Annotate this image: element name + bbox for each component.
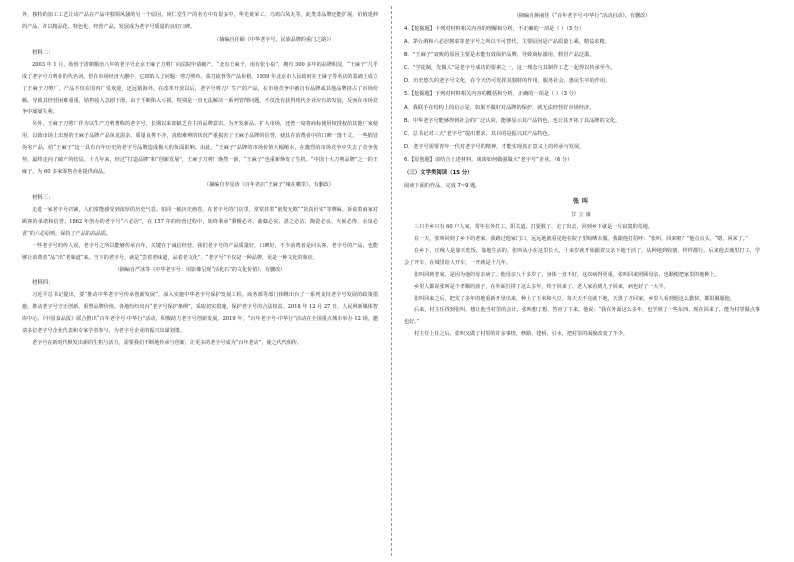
option-4d: D．历史悠久的老字号文化，在今天仍可发挥其独特的作用，服务社会，惠民生中的作用。 <box>404 78 611 85</box>
paragraph: 习近平总书记提出，要“推动中华老字号传承创新发展”，深入实施中华老字号保护发展工程。商务部等部门相继出台了一系列支持老字号发展的政策措施，推动老字号守正创新、重塑品牌价值。各地纷纷出台“老字号保护条例”，采取切实措施，保护老字号的合法权益。2018 年 12 月 27 日，人民网新媒体智库中心、《中国食品报》联合推出“百年老字号·中华行”活动，积极助力老字号创新发展。2019 年，“百年老字号·中华行”活动在全国重点城市举办 12 场，邀请多位老字号企业代表和专家学者参与，为老字号企业的振兴出谋划策。 <box>22 292 378 335</box>
paragraph: 走进一家老字号店铺，人们常能感受到浓厚的历史气息。如同一幅历史画卷，在老字号的门店里，常常挂着“童叟无欺”“货真价实”等牌匾，诉说着商家对顾客的承诺和信誉。1862 年创办的老字号“六必居”，在 157 年的经营过程中，始终秉承“黍稷必齐、曲蘖必实、湛之必洁、陶瓷必良、火候必得、水泉必香”的六必原则，保持了产品的高品质。 <box>22 206 378 237</box>
paragraph: 外，独特的加工工艺让该产品在产品中独领风骚的另一个原因。同仁堂生产的名方中有很多中，华光黄荣工、乌鸡白凤丸等。此类非品牌还能扩展，价值延伸的产品，并以精品化、特色化，经营产品，发展成为老字号质量的良好口碑。 <box>22 12 378 30</box>
paragraph: 另外，王麻子刀剪厂作为以生产刀剪著称的老字号，长期以来却缺乏自主的品牌意识。为开发新品、扩大市场，还曾一度将商标使用权授权给其他厂家使用，以致市场上出现的王麻子品牌产品鱼龙混杂、质量良莠不齐，真假难辨的状况严重损害了王麻子品牌的信誉，使其在消费者中的口碑一落千丈。一些假冒伪劣产品，给“王麻子”这一具有百年历史的老字号品牌造成极大的负面影响。由此，“王麻子”品牌的市场价值大幅缩水，在激烈的市场竞争中失去了竞争优势，最终走向了破产的结局。十九年来，经过“打造品牌”和“创新发展”，王麻子刀剪厂焕然一新，“王麻子”也重新焕发了生机。“中国十大刀剪品牌”之一的王麻子，为 60 多家零售企业提供商品。 <box>22 121 378 175</box>
story-paragraph: 张叫回来之后，把荒了多年的地重新开垦出来，种上了玉米和大豆。每天天不亮就下地，天黑了才回家。乡里人看到他这么勤快，都很佩服他。 <box>414 295 735 302</box>
paragraph: 一些老字号的传人说，老字号之所以能够传承百年，关键在于诚信经营。我们老字号的产品质量好，口碑好，不少消费者是回头客。老字号的产品，也能够让消费者“品”出“老味道”来。当下的老字号，就是“尝着老味道，品着老文化”。“老字号”不仅是一种品牌，更是一种文化的象征。 <box>22 242 378 261</box>
story-paragraph: 三只羊乡只有 60 户人家，常年在外打工，阳关道，打耍猴了，走了出去，回到乡下就是一片寂寞的荒地。 <box>414 224 653 231</box>
citation: （摘编自蒋丽佳《“百年老字号·中华行”活动启动》，有删改） <box>513 13 651 19</box>
material-label: 材料二： <box>32 49 54 56</box>
question-4: 4.【挖掘题】下列对材料相关内容的理解和分析，不正确的一项是（ ）（3 分） <box>404 26 585 32</box>
paragraph: 老字号在新时代焕发出新的生机与活力，需要我们不断地传承与创新，让更多的老字号成为“百年老店”，使之代代相传。 <box>32 340 303 347</box>
option-4a: A．茅台酒和六必居酱菜等老字号之所以不可替代，主要原因是产品质量上乘，精益求精。 <box>404 39 610 46</box>
section-intro: 阅读下面的作品，完成 7~9 题。 <box>404 183 481 190</box>
option-4b: B．“王麻子”衰败的原因主要是未能有效保护品牌，导致商标滥用，假冒产品泛滥。 <box>404 52 595 59</box>
citation: （摘编自任颐《中华老字号，民族品牌的重门之路》） <box>214 36 334 43</box>
material-label: 材料四： <box>32 280 54 287</box>
option-5b: B．中华老字号能够得到社会的广泛认同，能够显示其产品特色，也让其开拓了其品牌的文化。 <box>404 117 621 124</box>
story-paragraph: 有一天，张叫回到了乡下的老家，我路过他家门口，远远地就看见他在院子里晾晒衣服。我跟他打招呼：“张叫，回来啦？”他点点头，“嗯，回来了。” <box>414 236 748 243</box>
story-paragraph: 在乡下，庄稼人是靠天吃饭，靠地生活的。张叫从小在这里长大，十来岁就开始跟着父亲下地干活了。从种地到收割，样样都行。后来他去城里打工，学会了开车，在城里给人开车，一开就是十几年。 <box>404 247 760 266</box>
option-5d: D．老字号需要青年一代对老字号的精神，才能实现真正意义上的传承与发展。 <box>404 143 585 150</box>
citation: （摘编自严冰等《中华老字号：用影像呈现“活化石”的文化价值》，有删改） <box>114 267 286 274</box>
column-divider <box>391 6 392 556</box>
section-heading: （三）文学类阅读（15 分） <box>404 170 473 177</box>
left-column <box>22 10 378 350</box>
story-paragraph: 张叫回到老家，是因为他的母亲病了。他母亲八十多岁了，身体一直不好，这次病得更重。张叫回来照顾母亲，也顺便把家里的地种上。 <box>414 271 720 278</box>
option-5c: C．总书记对三大“老字号”提出要求，其目的是振兴其产品特色。 <box>404 130 554 137</box>
story-title: 张叫 <box>572 198 591 206</box>
right-column <box>404 10 760 341</box>
story-author: 甘立康 <box>571 212 593 219</box>
story-paragraph: 乡里人都说张叫是个孝顺的孩子，在外面打拼了这么多年，终于回来了。老人家看到儿子回来，病也好了一大半。 <box>414 283 669 290</box>
question-6: 6.【原创题】请结合上述材料，谈谈如何做强做大“老字号”企业。（6 分） <box>404 156 573 163</box>
question-5: 5.【挖掘题】下列对材料相关内容的概括和分析，正确的一项是（ ）（3 分） <box>404 91 579 98</box>
option-4c: C．“学徒制，先做人”是老字号成功的要素之一，这一理念与其制作工艺一起得以传承至今。 <box>404 65 616 72</box>
citation: （摘编自李星涛《百年老店“王麻子”缘在哪里》，有删改） <box>203 181 334 188</box>
option-5a: A．我联手在结构上的启示是，如果不做好对品牌的保护，就无法经营好市场经济。 <box>404 104 595 111</box>
material-label: 材料三： <box>32 194 54 201</box>
paragraph: 2003 年 1 月，始创于清朝顺治八年的老字号北京王麻子刀剪厂向法院申请破产。“北有王麻子，南有张小泉”，拥有 300 多年的品牌积淀，“王麻子”几乎成了老字号刀剪业的代名词。但在市场经济大潮中，它却陷入了问题：剪刀剪布、菜刀砍骨等产品价格，1959 年北京市人民政府在王麻子等名店的基础上成立了王麻子刀剪厂，产品不仅在国内广受欢迎，还远销海外。在改革开放以后，老字号剪刀厂生产的产品，在市场竞争中被自有品牌或其他品牌挤占了市场份额，导致其经营困难重重，销售收入急剧下滑。由于不断陷入亏损，特别是一直无法解决一系列管理问题，不仅没有获得现代企业应有的发展，反而在市场竞争中屡屡失利。 <box>22 61 378 116</box>
story-paragraph: 村主任上任之后，张叫又做了村里的许多事情，修路、建桥、引水，把村里的面貌改变了不少。 <box>414 331 628 338</box>
story-paragraph: 后来，村主任找到张叫，想让他当村里的会计。张叫想了想，答应了下来。他说：“我在外面这么多年，也学到了一些东西，现在回来了，能为村里做点事也好。” <box>404 307 760 326</box>
